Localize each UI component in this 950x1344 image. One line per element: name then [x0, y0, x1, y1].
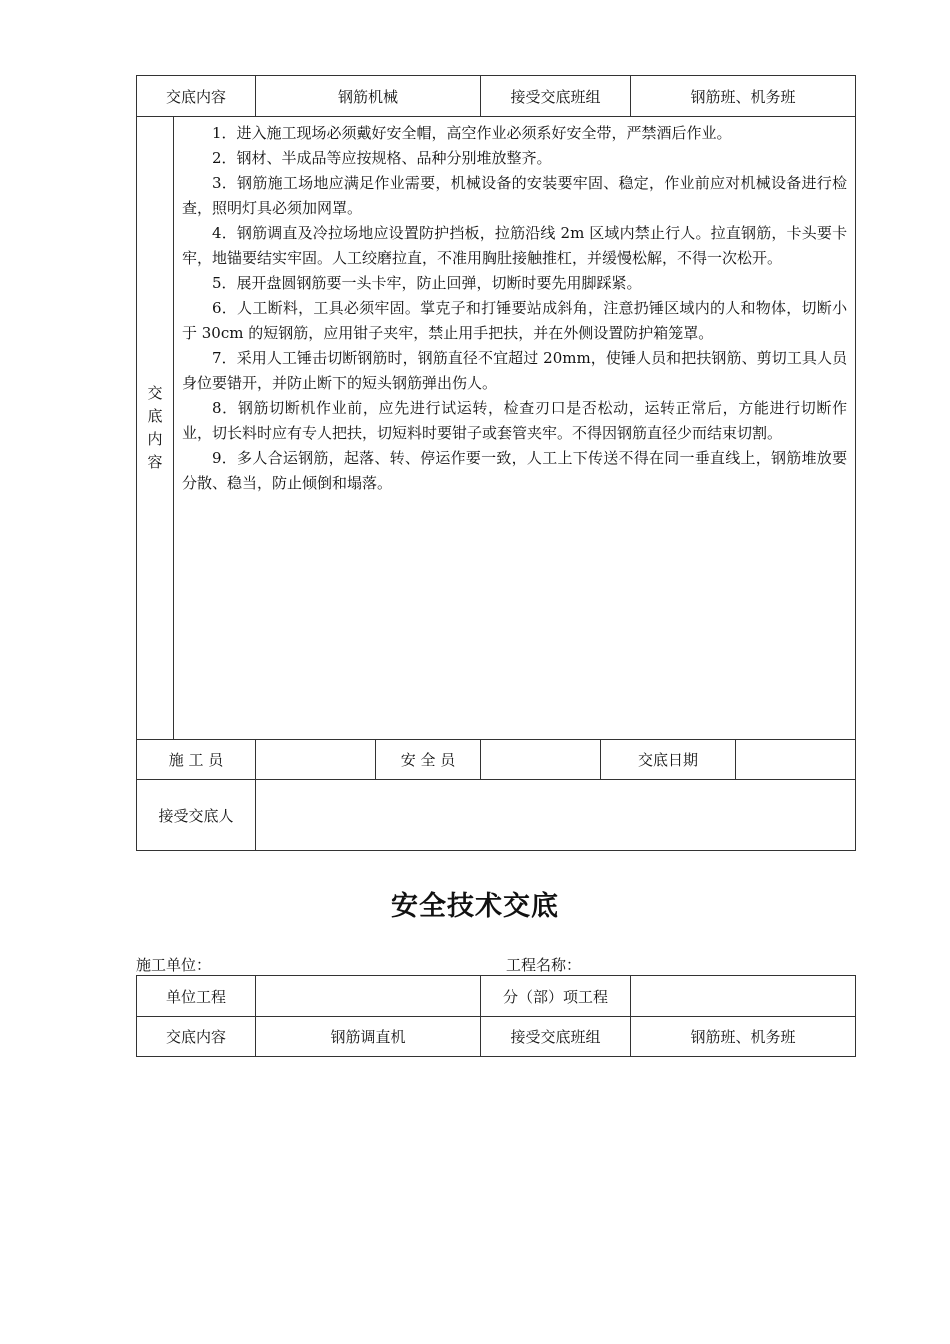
content-value: 钢筋机械	[338, 87, 399, 106]
group-value: 钢筋班、机务班	[690, 87, 796, 106]
content-label: 交底内容	[166, 87, 227, 106]
content-item: 5．展开盘圆钢筋要一头卡牢，防止回弹，切断时要先用脚踩紧。	[212, 274, 642, 292]
group-value-2: 钢筋班、机务班	[690, 1028, 796, 1046]
sub-project-label-cell	[481, 976, 631, 1017]
content-item: 8．钢筋切断机作业前，应先进行试运转，检查刃口是否松动，运转正常后，方能进行切断作业，切长料时应有专人把扶，切短料时要钳子或套管夹牢。不得因钢筋直径少而结束切割。	[182, 399, 848, 442]
unit-project-label-cell	[137, 976, 256, 1017]
group-label-cell-2	[481, 1017, 631, 1057]
group-value-cell-2	[631, 1017, 856, 1057]
sub-project-label: 分（部）项工程	[502, 987, 608, 1006]
project-name-label: 工程名称：	[506, 956, 582, 974]
date-label-cell	[601, 740, 736, 780]
group-label-2: 接受交底班组	[510, 1028, 601, 1046]
content-item: 9．多人合运钢筋，起落、转、停运作要一致，人工上下传送不得在同一垂直线上，钢筋堆放要分散、稳当，防止倾倒和塌落。	[182, 449, 848, 492]
content-label-cell	[137, 76, 256, 117]
date-label: 交底日期	[638, 751, 699, 769]
content-item: 4．钢筋调直及冷拉场地应设置防护挡板，拉筋沿线 2m 区域内禁止行人。拉直钢筋，卡头要卡牢，地锚要结实牢固。人工绞磨拉直，不准用胸肚接触推杠，并缓慢松解，不得一次松开。	[182, 224, 848, 267]
content-value-2: 钢筋调直机	[330, 1028, 406, 1046]
content-body	[174, 117, 856, 740]
side-label-char: 内	[147, 430, 163, 448]
content-item: 2．钢材、半成品等应按规格、品种分别堆放整齐。	[212, 149, 552, 167]
content-value-cell-2	[256, 1017, 481, 1057]
content-item: 6．人工断料，工具必须牢固。掌克子和打锤要站成斜角，注意扔锤区域内的人和物体，切断小于 30cm 的短钢筋，应用钳子夹牢，禁止用手把扶，并在外侧设置防护箱笼罩。	[182, 299, 848, 342]
receiver-label-cell	[137, 780, 256, 851]
side-label-char: 底	[147, 407, 163, 425]
safety-value-cell	[481, 740, 601, 780]
side-label-char: 容	[147, 453, 163, 471]
group-value-cell	[631, 76, 856, 117]
construction-unit-label: 施工单位：	[136, 956, 212, 974]
disclosure-table	[136, 75, 856, 851]
worker-label: 施 工 员	[168, 751, 224, 769]
receiver-value-cell	[256, 780, 856, 851]
group-label-cell	[481, 76, 631, 117]
content-label-cell-2	[137, 1017, 256, 1057]
disclosure-table-2	[136, 975, 856, 1057]
date-value-cell	[736, 740, 856, 780]
group-label: 接受交底班组	[510, 87, 601, 106]
content-label-2: 交底内容	[165, 1028, 226, 1046]
unit-project-value-cell	[256, 976, 481, 1017]
content-item: 3．钢筋施工场地应满足作业需要，机械设备的安装要牢固、稳定，作业前应对机械设备进行检查，照明灯具必须加网罩。	[182, 174, 848, 217]
side-label-char: 交	[147, 384, 163, 402]
content-item: 1．进入施工现场必须戴好安全帽，高空作业必须系好安全带，严禁酒后作业。	[212, 124, 732, 142]
receiver-label: 接受交底人	[158, 806, 234, 825]
worker-label-cell	[137, 740, 256, 780]
side-label-cell	[137, 117, 174, 740]
worker-value-cell	[256, 740, 376, 780]
content-value-cell	[256, 76, 481, 117]
content-item: 7．采用人工锤击切断钢筋时，钢筋直径不宜超过 20mm，使锤人员和把扶钢筋、剪切工具人员身位要错开，并防止断下的短头钢筋弹出伤人。	[182, 349, 848, 392]
safety-label: 安 全 员	[400, 751, 456, 769]
safety-label-cell	[376, 740, 481, 780]
unit-project-label: 单位工程	[165, 987, 226, 1006]
page-title: 安全技术交底	[391, 891, 559, 922]
sub-project-value-cell	[631, 976, 856, 1017]
